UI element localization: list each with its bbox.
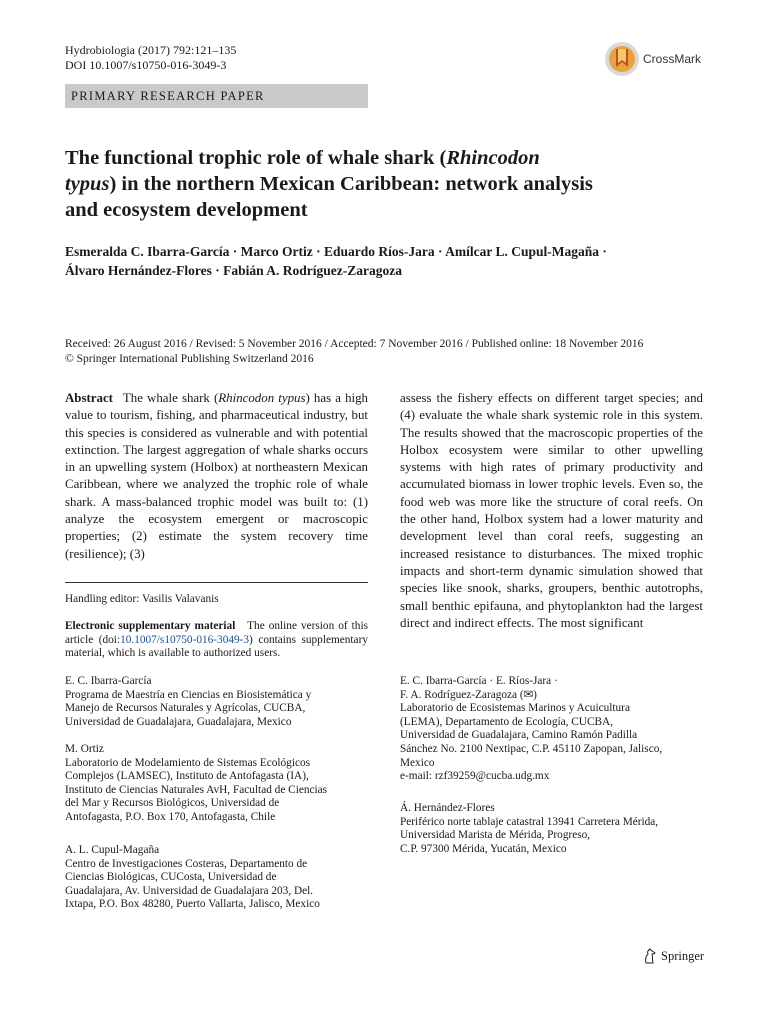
publication-dates [65,337,705,367]
affiliation-line: Laboratorio de Modelamiento de Sistemas Ecológicos [65,756,311,769]
title-part: ) in the northern Mexican Caribbean: network analysis [109,173,593,195]
species-name: Rhincodon typus [218,391,306,405]
affiliation-line: Antofagasta, P.O. Box 170, Antofagasta, Chile [65,810,276,823]
abstract-text: ) has a high value to tourism, fishing, and pharmaceutical industry, but this species is considered as vulnerable and with potential extinction. The largest aggregation of whale sharks occurs in an upwelling system (Holbox) at northeastern Mexican Caribbean, where we analyzed the trophic role of whale shark. A mass-balanced trophic model was built to: (1) analyze the ecosystem emergent or macroscopic properties; (2) estimate the system recovery time (resilience); (3) [65,391,368,561]
affiliation-author: E. C. Ibarra-García [65,675,152,687]
affiliation-line: Complejos (LAMSEC), Instituto de Antofagasta (IA), [65,770,309,783]
affiliation-line: Instituto de Ciencias Naturales AvH, Facultad de Ciencias [65,783,328,796]
affiliation-line: Sánchez No. 2100 Nextipac, C.P. 45110 Zapopan, Jalisco, [400,742,663,755]
author-list [65,242,705,280]
affiliation-line: Laboratorio de Ecosistemas Marinos y Acuicultura [400,702,630,715]
title-part: The functional trophic role of whale shark ( [65,147,447,169]
paper-type-band: PRIMARY RESEARCH PAPER [65,84,368,108]
affiliation-author: E. C. Ibarra-García · E. Ríos-Jara · [400,675,558,687]
affiliation-ibarra [65,675,311,729]
abstract-right-column: assess the fishery effects on different target species; and (4) evaluate the whale shark systemic role in this system. The results showed that the macroscopic properties of the Holbox ecosystem were similar to other upwelling systems with high rates of primary productivity and accumulated biomass in lower trophic levels. Even so, the food web was more like the structure of coral reefs. On the other hand, Holbox system had a lower maturity and development level than coral reefs, suggesting an increased resistance to disturbances. The mixed trophic impacts and short-term dynamic simulation showed that species like snook, sharks, groupers, benthic autotrophs, small benthic epifauna, and phytoplankton had the largest direct and indirect effects. The most significant [400,391,703,630]
title-italic: Rhincodon [446,147,540,169]
abstract-text: The whale shark ( [122,391,219,405]
affiliation-line: Mexico [400,756,435,769]
journal-line: Hydrobiologia (2017) 792:121–135 [65,43,237,57]
affiliation-line: Ciencias Biológicas, CUCosta, Universidad de [65,871,277,884]
esm-text: ) contains supplementary material, which is available to authorized users. [65,633,368,659]
affiliation-line: Centro de Investigaciones Costeras, Departamento de [65,857,308,870]
esm-text: The online version of this article (doi: [65,620,368,646]
affiliation-line: C.P. 97300 Mérida, Yucatán, Mexico [400,842,567,855]
affiliation-line: Programa de Maestría en Ciencias en Biosistemática y [65,688,312,701]
crossmark-icon [604,41,640,77]
springer-horse-icon [643,948,657,964]
esm-title: Electronic supplementary material [65,620,236,632]
author-line: Álvaro Hernández-Flores · Fabián A. Rodríguez-Zaragoza [65,263,402,278]
affiliation-line: Universidad Marista de Mérida, Progreso, [400,829,591,842]
affiliation-line: Universidad de Guadalajara, Camino Ramón Padilla [400,729,638,742]
copyright-line: © Springer International Publishing Switzerland 2016 [65,353,314,365]
publisher-mark [643,948,704,964]
affiliation-line: Guadalajara, Av. Universidad de Guadalajara 203, Del. [65,884,314,897]
crossmark-badge[interactable] [604,41,701,77]
publisher-name: Springer [661,948,705,963]
affiliation-line: Periférico norte tablaje catastral 13941 Carretera Mérida, [400,815,659,828]
affiliation-line: del Mar y Recursos Biológicos, Universidad de [65,797,280,810]
affiliation-lema [400,675,662,784]
history-line: Received: 26 August 2016 / Revised: 5 November 2016 / Accepted: 7 November 2016 / Published online: 18 November 2016 [65,338,644,350]
abstract-left-column [65,390,368,563]
affiliation-ortiz [65,743,327,825]
affiliation-author: A. L. Cupul-Magaña [65,844,160,856]
affiliation-line: Universidad de Guadalajara, Guadalajara, Mexico [65,715,292,728]
paper-title [65,145,685,223]
affiliation-author: F. A. Rodríguez-Zaragoza (✉) [400,688,537,701]
author-line: Esmeralda C. Ibarra-García · Marco Ortiz · Eduardo Ríos-Jara · Amílcar L. Cupul-Magaña · [65,244,607,259]
handling-editor: Handling editor: Vasilis Valavanis [65,593,219,605]
affiliation-line: (LEMA), Departamento de Ecología, CUCBA, [400,715,614,728]
journal-citation [65,43,236,73]
supplementary-material-note [65,620,368,661]
title-italic: typus [65,173,110,195]
affiliation-author: Á. Hernández-Flores [400,802,495,814]
crossmark-label: CrossMark [643,52,702,66]
doi-link[interactable]: 10.1007/s10750-016-3049-3 [120,633,250,646]
affiliation-line: Manejo de Recursos Naturales y Agrícolas, CUCBA, [65,702,306,715]
doi-line: DOI 10.1007/s10750-016-3049-3 [65,58,227,72]
affiliation-hernandez [400,802,658,856]
email-line[interactable]: e-mail: rzf39259@cucba.udg.mx [400,770,550,783]
affiliation-cupul [65,844,320,912]
affiliation-author: M. Ortiz [65,743,104,755]
title-part: and ecosystem development [65,199,308,221]
footnote-divider [65,582,368,583]
affiliation-line: Ixtapa, P.O. Box 48280, Puerto Vallarta, Jalisco, Mexico [65,898,320,911]
abstract-heading: Abstract [65,391,113,405]
